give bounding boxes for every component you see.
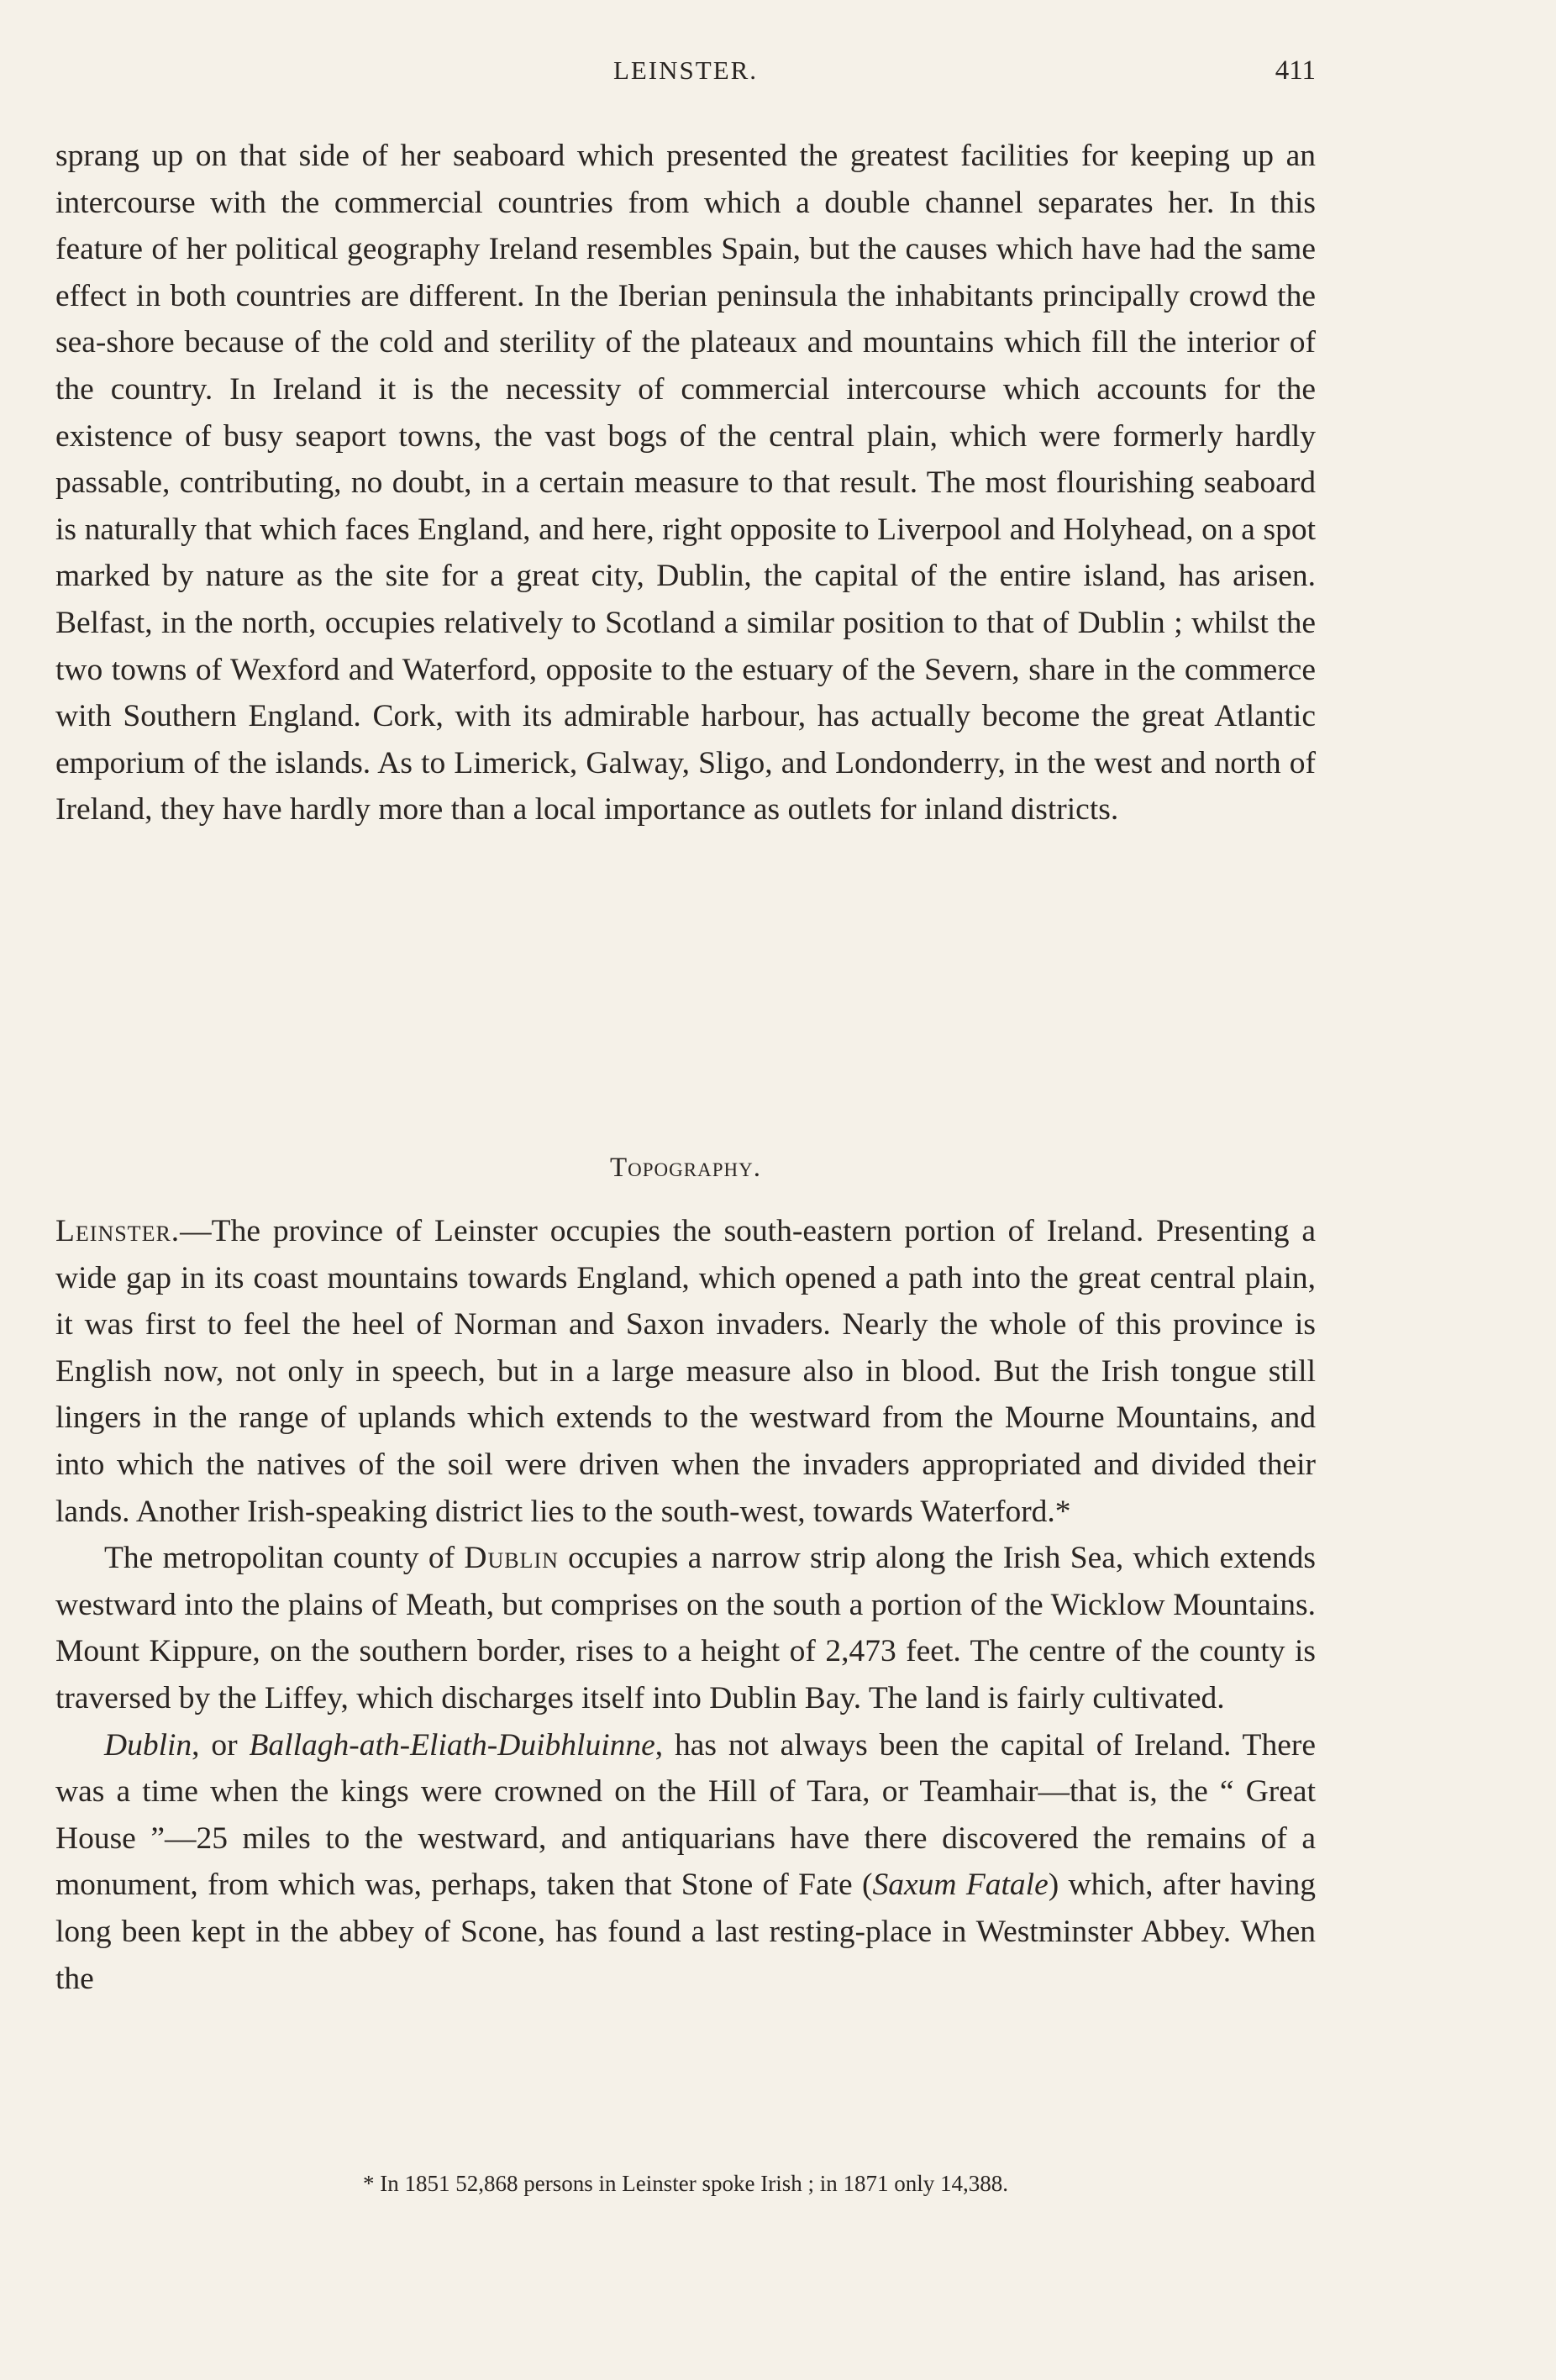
page-number: 411 [1275,55,1316,86]
leinster-lead: Leinster. [55,1214,181,1248]
dublin-city-paragraph [55,1722,1316,2003]
topography-text-block [55,1208,1316,2002]
dublin-city-name: Dublin [104,1727,192,1763]
leinster-paragraph [55,1208,1316,1535]
running-title: LEINSTER. [612,55,759,85]
intro-paragraph: sprang up on that side of her seaboard which presented the greatest facilities for keeping up an intercourse with the commercial countries from which a double channel separates her. In this feature of her political geography Ireland resembles Spain, but the causes which have had the same effect in both countries are different. In the Iberian peninsula the inhabitants principally crowd the sea-shore because of the cold and sterility of the plateaux and mountains which fill the interior of the country. In Ireland it is the necessity of commercial intercourse which accounts for the existence of busy seaport towns, the vast bogs of the central plain, which were formerly hardly passable, contributing, no doubt, in a certain measure to that result. The most flourishing seaboard is naturally that which faces England, and here, right opposite to Liverpool and Holyhead, on a spot marked by nature as the site for a great city, Dublin, the capital of the entire island, has arisen. Belfast, in the north, occupies relatively to Scotland a similar position to that of Dublin ; whilst the two towns of Wexford and Waterford, opposite to the estuary of the Severn, share in the commerce with Southern England. Cork, with its admirable harbour, has actually become the great Atlantic emporium of the islands. As to Limerick, Galway, Sligo, and Londonderry, in the west and north of Ireland, they have hardly more than a local importance as outlets for inland districts. [55,139,1316,827]
dublin-city-text-1: , has not always been the capital of Ireland. There was a time when the kings were crowned on the Hill of Tara, or Teamhair—that is, the “ Great House ”—25 miles to the westward, and antiquarians have there discovered the remains of a monument, from which was, perhaps, taken that Stone of Fate ( [55,1727,1316,1903]
dublin-county-paragraph [55,1535,1316,1721]
stone-of-fate-latin: Saxum Fatale [872,1868,1049,1903]
section-heading: Topography. [610,1153,761,1183]
intro-text-block [55,133,1316,833]
dublin-city-sep: , or [192,1727,250,1763]
dublin-city-text-2: ) which, after having long been kept in the abbey of Scone, has found a last resting-place in Westminster Abbey. When the [55,1868,1316,1996]
dublin-county-before: The metropolitan county of [104,1541,465,1576]
leinster-text: —The province of Leinster occupies the south-eastern portion of Ireland. Presenting a wide gap in its coast mountains towards England, which opened a path into the great central plain, it was first to feel the heel of Norman and Saxon invaders. Nearly the whole of this province is English now, not only in speech, but in a large measure also in blood. But the Irish tongue still lingers in the range of uplands which extends to the westward from the Mourne Mountains, and into which the natives of the soil were driven when the invaders appropriated and divided their lands. Another Irish-speaking district lies to the south-west, towards Waterford.* [55,1214,1316,1529]
dublin-county-after: occupies a narrow strip along the Irish Sea, which extends westward into the plains of Meath, but comprises on the south a portion of the Wicklow Mountains. Mount Kippure, on the southern border, rises to a height of 2,473 feet. The centre of the county is traversed by the Liffey, which discharges itself into Dublin Bay. The land is fairly cultivated. [55,1541,1316,1715]
dublin-county-name: Dublin [464,1541,559,1576]
dublin-irish-name: Ballagh-ath-Eliath-Duibhluinne [249,1727,655,1763]
running-head [55,52,1316,102]
footnote: * In 1851 52,868 persons in Leinster spoke Irish ; in 1871 only 14,388. [363,2171,1008,2196]
